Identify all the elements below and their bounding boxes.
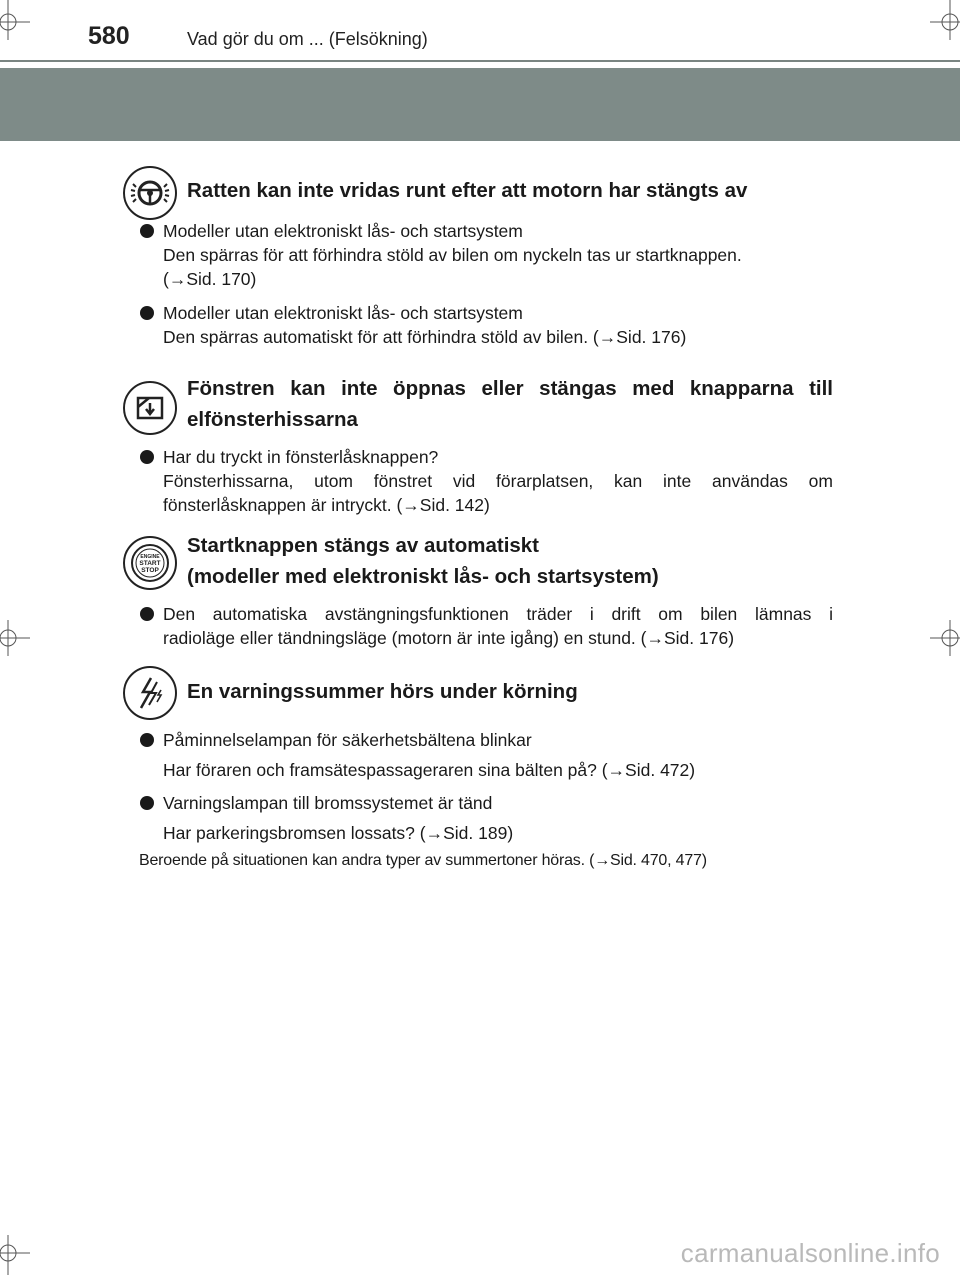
item-title: Varningslampan till bromssystemet är tänd <box>163 793 493 813</box>
item-title: Modeller utan elektroniskt lås- och startsystem <box>163 221 523 241</box>
bullet-icon <box>140 306 154 320</box>
section-heading: Ratten kan inte vridas runt efter att motorn har stängts av <box>187 179 748 202</box>
item-title: Påminnelselampan för säkerhetsbältena blinkar <box>163 730 532 750</box>
section-heading: elfönsterhissarna <box>187 408 358 431</box>
list-item <box>140 725 833 785</box>
item-text: radioläge eller tändningsläge (motorn är inte igång) en stund. (→Sid. 176) <box>163 628 735 648</box>
section-heading: (modeller med elektroniskt lås- och startsystem) <box>187 565 659 588</box>
item-text: Fönsterhissarna, utom fönstret vid förarplatsen, kan inte användas om <box>163 471 833 491</box>
crop-mark-top-left <box>0 0 30 40</box>
list-item <box>140 219 833 291</box>
bullet-icon <box>140 607 154 621</box>
window-lock-icon <box>123 381 177 435</box>
list-item <box>140 602 833 650</box>
chapter-title: Vad gör du om ... (Felsökning) <box>187 29 428 49</box>
crop-mark-top-right <box>930 0 960 40</box>
section-warning-buzzer <box>123 666 833 848</box>
section-heading: En varningssummer hörs under körning <box>187 680 578 703</box>
icon-label: STOP <box>141 567 159 574</box>
item-text: fönsterlåsknappen är intryckt. (→Sid. 142) <box>163 495 490 515</box>
bullet-icon <box>140 450 154 464</box>
section-window-lock <box>123 371 833 517</box>
bullet-icon <box>140 733 154 747</box>
section-heading: Startknappen stängs av automatiskt <box>187 534 540 557</box>
bullet-icon <box>140 796 154 810</box>
warning-buzzer-icon <box>123 666 177 720</box>
section-band <box>0 68 960 141</box>
page-number: 580 <box>88 22 130 50</box>
item-text: Har parkeringsbromsen lossats? (→Sid. 189) <box>163 823 514 843</box>
crop-mark-bottom-left <box>0 1235 30 1275</box>
item-text: Den spärras automatiskt för att förhindra stöld av bilen. (→Sid. 176) <box>163 327 687 347</box>
steering-lock-icon <box>123 166 177 220</box>
footnote: Beroende på situationen kan andra typer av summertoner höras. (→Sid. 470, 477) <box>139 852 707 869</box>
header-rule <box>0 60 960 62</box>
section-heading: Fönstren kan inte öppnas eller stängas med knapparna till <box>187 377 833 400</box>
engine-start-stop-icon <box>123 536 177 590</box>
section-start-button <box>123 530 833 650</box>
item-text: Den spärras för att förhindra stöld av bilen om nyckeln tas ur startknappen. <box>163 245 742 265</box>
item-text: Den automatiska avstängningsfunktionen träder i drift om bilen lämnas i <box>163 604 833 624</box>
crop-mark-mid-right <box>930 620 960 656</box>
list-item <box>140 301 833 349</box>
list-item <box>140 445 833 517</box>
item-title: Modeller utan elektroniskt lås- och startsystem <box>163 303 523 323</box>
section-steering-lock <box>123 165 833 349</box>
item-text: Har föraren och framsätespassageraren sina bälten på? (→Sid. 472) <box>163 760 696 780</box>
list-item <box>140 788 833 848</box>
item-title: Har du tryckt in fönsterlåsknappen? <box>163 447 439 467</box>
bullet-icon <box>140 224 154 238</box>
icon-label: ENGINE <box>140 554 160 560</box>
icon-label: START <box>139 560 161 567</box>
watermark: carmanualsonline.info <box>680 1238 940 1268</box>
crop-mark-mid-left <box>0 620 30 656</box>
item-text: (→Sid. 170) <box>163 269 257 289</box>
